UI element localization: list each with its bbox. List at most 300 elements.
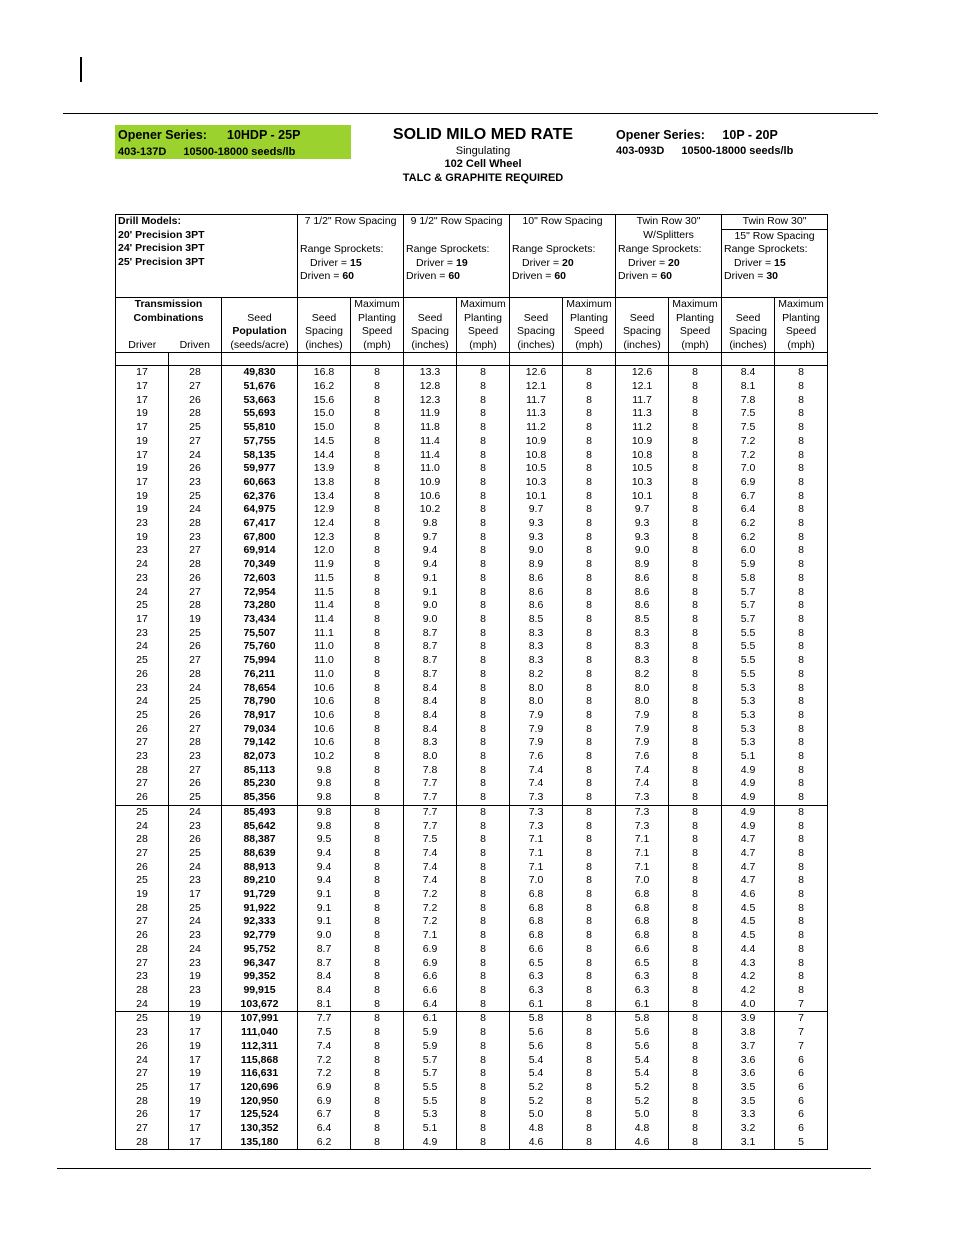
table-cell: 8 [563,558,616,572]
table-cell: 8 [563,970,616,984]
table-row [116,503,828,517]
right-opener-box [616,128,793,157]
table-cell: 88,913 [222,861,298,875]
table-cell: 9.8 [298,805,351,819]
table-cell: 8 [457,791,510,805]
table-cell: 24 [169,503,222,517]
table-row [116,449,828,463]
table-cell: 8 [669,943,722,957]
table-cell: 27 [116,847,169,861]
table-row [116,476,828,490]
table-cell: 9.7 [510,503,563,517]
table-cell: 115,868 [222,1054,298,1068]
table-row [116,1108,828,1122]
table-cell: 5.5 [404,1081,457,1095]
table-cell: 8 [351,820,404,834]
table-row [116,943,828,957]
table-cell: 8 [563,902,616,916]
table-cell: 8.4 [298,970,351,984]
table-cell: 25 [169,490,222,504]
table-cell: 23 [116,750,169,764]
table-cell: 3.6 [722,1054,775,1068]
table-cell: 8 [563,805,616,819]
table-row [116,791,828,805]
table-cell: 8 [457,558,510,572]
spacing-header-7-5: 7 1/2" Row Spacing [298,215,404,244]
table-cell: 10.6 [298,723,351,737]
table-cell: 8 [563,847,616,861]
table-cell: 11.4 [298,599,351,613]
table-cell: 8 [457,640,510,654]
table-cell: 25 [116,1081,169,1095]
table-cell: 24 [116,586,169,600]
table-cell: 8 [457,723,510,737]
subtitle-cell-wheel: 102 Cell Wheel [444,158,522,170]
table-cell: 25 [169,847,222,861]
table-cell: 5.0 [510,1108,563,1122]
table-cell: 85,493 [222,805,298,819]
data-rows [116,366,828,1150]
table-cell: 53,663 [222,394,298,408]
table-cell: 8 [669,984,722,998]
table-cell: 8 [775,957,828,971]
table-cell: 8 [351,750,404,764]
table-cell: 8 [563,421,616,435]
table-cell: 27 [116,1067,169,1081]
table-cell: 8 [775,902,828,916]
left-opener-rate: 10500-18000 seeds/lb [183,146,296,158]
table-cell: 8 [563,943,616,957]
table-cell: 9.4 [404,544,457,558]
seed-population-header: Seed Population (seeds/acre) [222,297,298,352]
table-cell: 4.7 [722,861,775,875]
table-cell: 8 [563,682,616,696]
table-cell: 8 [457,929,510,943]
table-cell: 26 [169,394,222,408]
table-cell: 23 [169,531,222,545]
table-cell: 8 [669,599,722,613]
table-row [116,544,828,558]
table-cell: 6.5 [510,957,563,971]
table-cell: 13.4 [298,490,351,504]
table-cell: 8 [457,668,510,682]
table-cell: 17 [116,394,169,408]
table-cell: 11.5 [298,572,351,586]
table-cell: 9.0 [404,599,457,613]
table-cell: 11.0 [298,668,351,682]
table-cell: 27 [169,544,222,558]
table-cell: 8 [563,599,616,613]
table-cell: 5.3 [722,682,775,696]
table-cell: 9.4 [404,558,457,572]
table-cell: 58,135 [222,449,298,463]
table-cell: 8.3 [510,627,563,641]
table-cell: 6.3 [616,984,669,998]
table-cell: 82,073 [222,750,298,764]
table-cell: 10.2 [298,750,351,764]
table-cell: 8 [563,1054,616,1068]
table-cell: 6.8 [616,929,669,943]
table-cell: 8 [669,435,722,449]
table-cell: 8 [669,1054,722,1068]
table-cell: 23 [116,1026,169,1040]
footer-rule [57,1168,871,1169]
title-block [380,125,586,186]
table-cell: 12.6 [510,366,563,380]
table-cell: 8 [351,640,404,654]
table-cell: 5.3 [722,695,775,709]
table-cell: 8 [669,654,722,668]
table-cell: 9.8 [298,791,351,805]
table-cell: 7.3 [616,820,669,834]
table-cell: 8 [563,888,616,902]
header-rule [63,113,878,114]
table-cell: 7.4 [510,764,563,778]
table-cell: 8 [563,613,616,627]
table-cell: 28 [116,943,169,957]
driver-header: Driver [128,338,157,351]
table-cell: 4.3 [722,957,775,971]
table-cell: 7.2 [404,888,457,902]
table-cell: 8 [563,572,616,586]
table-cell: 6.1 [404,1012,457,1026]
max-speed-header: Maximum Planting Speed (mph) [351,297,404,352]
table-cell: 8 [669,833,722,847]
table-cell: 8 [457,970,510,984]
table-cell: 8 [775,984,828,998]
table-cell: 12.3 [298,531,351,545]
table-cell: 12.8 [404,380,457,394]
table-cell: 8 [457,1108,510,1122]
table-cell: 9.4 [298,847,351,861]
table-cell: 49,830 [222,366,298,380]
table-cell: 27 [169,586,222,600]
table-cell: 6.7 [722,490,775,504]
table-cell: 8 [563,874,616,888]
table-cell: 8 [563,366,616,380]
table-cell: 11.4 [404,435,457,449]
table-row [116,1122,828,1136]
table-cell: 8 [457,613,510,627]
table-cell: 8.3 [616,640,669,654]
table-cell: 8 [563,709,616,723]
table-cell: 7.8 [404,764,457,778]
table-cell: 8 [457,435,510,449]
table-cell: 8 [457,476,510,490]
table-cell: 8 [457,654,510,668]
table-cell: 8 [775,476,828,490]
table-cell: 8 [351,1136,404,1150]
table-cell: 12.6 [616,366,669,380]
table-cell: 8 [351,668,404,682]
table-cell: 8 [669,1122,722,1136]
table-cell: 19 [169,613,222,627]
range-sprockets-7-5: Range Sprockets: Driver = 15 Driven = 60 [298,243,404,297]
table-cell: 4.5 [722,929,775,943]
table-cell: 7.3 [616,805,669,819]
table-cell: 10.3 [510,476,563,490]
table-cell: 8 [775,915,828,929]
table-cell: 5.7 [722,599,775,613]
table-cell: 8 [669,503,722,517]
table-cell: 8 [351,394,404,408]
table-cell: 8 [351,1012,404,1026]
table-cell: 27 [116,915,169,929]
table-cell: 8 [563,394,616,408]
table-cell: 5.7 [404,1054,457,1068]
left-opener-part-row [118,146,295,158]
table-cell: 8 [351,791,404,805]
table-cell: 8 [669,998,722,1012]
table-cell: 8 [351,1081,404,1095]
table-cell: 9.3 [616,517,669,531]
table-cell: 11.4 [298,613,351,627]
table-cell: 8 [457,1095,510,1109]
table-cell: 6.8 [510,915,563,929]
table-cell: 24 [116,558,169,572]
table-cell: 8 [457,586,510,600]
table-cell: 8 [775,517,828,531]
table-row [116,820,828,834]
table-cell: 8 [351,407,404,421]
table-cell: 8 [457,764,510,778]
table-row [116,394,828,408]
table-cell: 26 [116,861,169,875]
table-cell: 7.2 [722,435,775,449]
table-cell: 11.4 [404,449,457,463]
table-cell: 7.3 [510,791,563,805]
table-cell: 4.9 [404,1136,457,1150]
table-cell: 8 [775,736,828,750]
table-cell: 8 [457,531,510,545]
table-row [116,929,828,943]
table-cell: 8.3 [510,654,563,668]
table-row [116,847,828,861]
table-cell: 8 [457,736,510,750]
table-cell: 27 [169,764,222,778]
page-title: SOLID MILO MED RATE [392,126,574,143]
table-cell: 7.7 [404,791,457,805]
table-cell: 72,603 [222,572,298,586]
table-cell: 4.9 [722,791,775,805]
table-cell: 4.9 [722,805,775,819]
table-cell: 7 [775,998,828,1012]
table-cell: 11.8 [404,421,457,435]
max-speed-header: Maximum Planting Speed (mph) [669,297,722,352]
table-cell: 107,991 [222,1012,298,1026]
table-cell: 7.9 [510,736,563,750]
table-cell: 8 [351,709,404,723]
table-cell: 8.0 [510,682,563,696]
table-cell: 8 [351,777,404,791]
left-opener-series [118,128,301,142]
table-cell: 8.0 [616,695,669,709]
table-cell: 8 [351,586,404,600]
table-cell: 15.6 [298,394,351,408]
table-cell: 8 [669,1095,722,1109]
table-cell: 8 [669,1108,722,1122]
table-cell: 8 [563,517,616,531]
table-cell: 28 [169,407,222,421]
table-cell: 8 [775,847,828,861]
table-cell: 17 [169,1026,222,1040]
table-cell: 125,524 [222,1108,298,1122]
table-cell: 25 [169,902,222,916]
table-cell: 19 [116,407,169,421]
table-cell: 70,349 [222,558,298,572]
spacing-header-10: 10" Row Spacing [510,215,616,244]
table-row [116,1095,828,1109]
table-cell: 8 [457,366,510,380]
table-cell: 6.9 [722,476,775,490]
table-cell: 12.9 [298,503,351,517]
table-cell: 8 [563,1012,616,1026]
table-cell: 8 [669,613,722,627]
table-cell: 8 [457,1026,510,1040]
table-cell: 19 [169,1095,222,1109]
table-cell: 8 [457,888,510,902]
table-cell: 3.9 [722,1012,775,1026]
table-cell: 8 [669,476,722,490]
drill-models-label: Drill Models: [118,215,182,227]
table-cell: 17 [116,449,169,463]
table-cell: 8.2 [510,668,563,682]
table-cell: 7.3 [616,791,669,805]
table-cell: 7.2 [404,915,457,929]
table-cell: 9.5 [298,833,351,847]
table-cell: 8.5 [616,613,669,627]
table-cell: 8 [457,805,510,819]
table-cell: 8.7 [298,957,351,971]
table-cell: 8 [775,970,828,984]
table-cell: 19 [169,1040,222,1054]
table-cell: 8 [351,723,404,737]
table-cell: 55,810 [222,421,298,435]
table-cell: 8 [457,915,510,929]
table-cell: 6.6 [404,970,457,984]
table-cell: 5.6 [616,1026,669,1040]
table-cell: 24 [169,449,222,463]
table-cell: 7.0 [616,874,669,888]
table-cell: 8 [351,970,404,984]
table-cell: 8 [775,544,828,558]
table-cell: 8 [669,970,722,984]
table-cell: 5.4 [510,1067,563,1081]
table-cell: 6.0 [722,544,775,558]
table-cell: 8 [457,682,510,696]
range-sprockets-9-5: Range Sprockets: Driver = 19 Driven = 60 [404,243,510,297]
table-cell: 8 [669,1136,722,1150]
table-cell: 85,356 [222,791,298,805]
table-cell: 9.3 [616,531,669,545]
table-cell: 8 [563,764,616,778]
table-cell: 8 [351,915,404,929]
table-cell: 7.0 [722,462,775,476]
table-row [116,915,828,929]
table-cell: 8 [563,544,616,558]
table-cell: 24 [116,998,169,1012]
table-cell: 8 [351,531,404,545]
table-cell: 67,417 [222,517,298,531]
table-row [116,888,828,902]
table-cell: 26 [169,640,222,654]
table-cell: 8 [669,709,722,723]
table-cell: 73,280 [222,599,298,613]
table-cell: 26 [116,929,169,943]
table-cell: 8 [775,490,828,504]
table-cell: 9.8 [404,517,457,531]
table-cell: 88,639 [222,847,298,861]
table-cell: 7 [775,1040,828,1054]
table-cell: 5.3 [722,736,775,750]
table-cell: 75,994 [222,654,298,668]
table-row [116,861,828,875]
table-cell: 8 [669,1067,722,1081]
table-cell: 8 [351,599,404,613]
table-cell: 4.5 [722,915,775,929]
table-cell: 8 [775,640,828,654]
table-cell: 8 [351,847,404,861]
table-cell: 17 [169,1054,222,1068]
driven-header: Driven [179,338,210,351]
table-cell: 11.2 [616,421,669,435]
table-cell: 8.4 [298,984,351,998]
table-cell: 8 [351,805,404,819]
table-row [116,957,828,971]
table-cell: 8 [775,435,828,449]
table-cell: 5.9 [404,1040,457,1054]
table-cell: 28 [116,1095,169,1109]
table-cell: 25 [116,874,169,888]
table-cell: 8 [563,435,616,449]
table-cell: 11.7 [510,394,563,408]
table-cell: 8 [669,366,722,380]
table-cell: 24 [169,682,222,696]
table-cell: 5.5 [722,627,775,641]
subtitle-singulating: Singulating [455,145,511,157]
table-cell: 6 [775,1067,828,1081]
right-opener-value: 10P - 20P [722,128,778,142]
table-cell: 17 [169,888,222,902]
table-cell: 5.6 [510,1026,563,1040]
table-cell: 6.9 [404,957,457,971]
table-cell: 8 [351,833,404,847]
table-cell: 6.6 [616,943,669,957]
table-cell: 8 [669,695,722,709]
table-row [116,1012,828,1026]
table-cell: 10.6 [404,490,457,504]
table-cell: 8.3 [404,736,457,750]
table-cell: 8 [563,1067,616,1081]
table-cell: 8 [457,462,510,476]
table-cell: 5.4 [510,1054,563,1068]
table-cell: 8 [457,1122,510,1136]
table-cell: 23 [116,517,169,531]
table-cell: 8 [669,1026,722,1040]
table-row [116,874,828,888]
table-cell: 6.9 [298,1095,351,1109]
table-cell: 8 [563,750,616,764]
table-cell: 8 [669,929,722,943]
table-cell: 5.3 [722,723,775,737]
table-cell: 3.6 [722,1067,775,1081]
table-cell: 28 [169,668,222,682]
table-cell: 9.1 [404,572,457,586]
table-cell: 8 [457,627,510,641]
table-cell: 5.7 [404,1067,457,1081]
right-opener-series [616,128,793,142]
table-cell: 103,672 [222,998,298,1012]
